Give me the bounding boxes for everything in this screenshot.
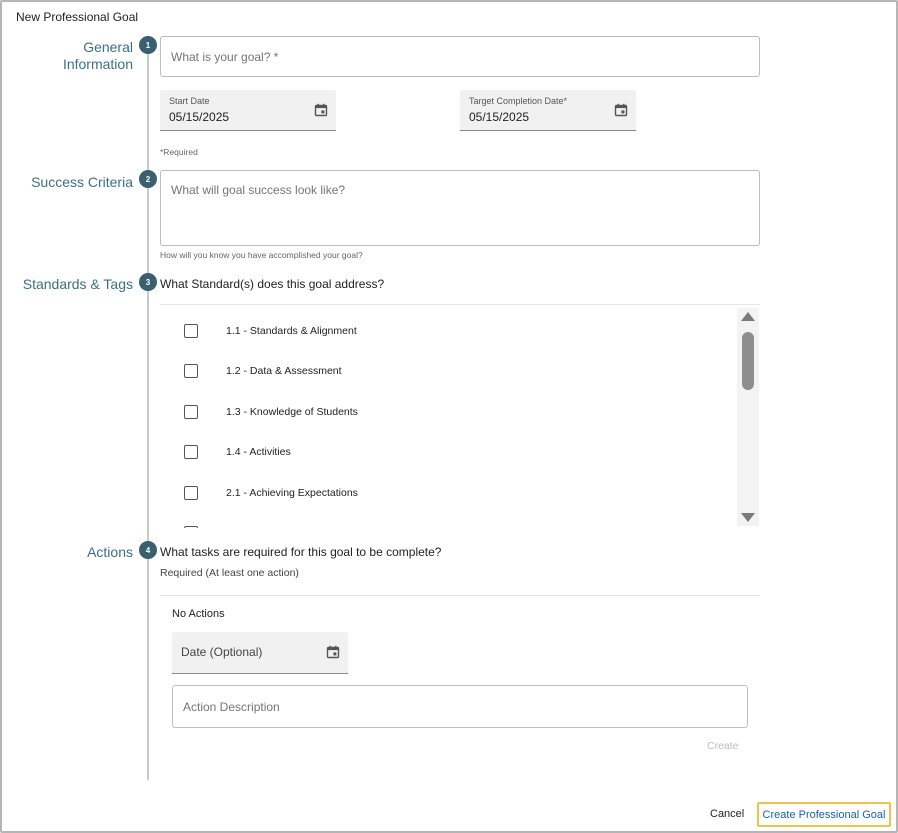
standard-checkbox[interactable] — [184, 324, 198, 338]
standards-question: What Standard(s) does this goal address? — [160, 277, 385, 291]
start-date-value[interactable]: 05/15/2025 — [169, 110, 230, 124]
stepper-rail — [147, 46, 149, 780]
section-label-general-line1: General — [83, 39, 133, 55]
dialog-title: New Professional Goal — [16, 10, 139, 24]
step-badge-4: 4 — [139, 541, 157, 559]
calendar-icon[interactable] — [614, 103, 628, 117]
create-action-button[interactable]: Create — [707, 740, 739, 752]
target-date-label: Target Completion Date* — [469, 96, 568, 106]
step-badge-2: 2 — [139, 170, 157, 188]
cancel-button[interactable]: Cancel — [703, 804, 751, 824]
step-badge-3: 3 — [139, 273, 157, 291]
standard-label: 1.2 - Data & Assessment — [226, 365, 342, 377]
standard-item[interactable] — [160, 483, 720, 503]
standard-label: 1.1 - Standards & Alignment — [226, 325, 357, 337]
arrow-up-icon[interactable] — [741, 312, 755, 321]
section-label-standards: Standards & Tags — [22, 276, 133, 292]
action-date-field[interactable] — [172, 632, 348, 674]
action-date-placeholder: Date (Optional) — [181, 645, 263, 659]
required-note: *Required — [160, 147, 198, 157]
goal-input-field[interactable] — [160, 36, 760, 77]
standard-item[interactable] — [160, 361, 720, 381]
section-label-general — [63, 39, 133, 73]
actions-question: What tasks are required for this goal to be complete? — [160, 545, 442, 559]
actions-divider — [160, 595, 760, 596]
standard-item[interactable] — [160, 402, 720, 422]
success-helper-text: How will you know you have accomplished your goal? — [160, 250, 363, 260]
create-professional-goal-button[interactable]: Create Professional Goal — [757, 802, 891, 827]
standard-label: 1.4 - Activities — [226, 446, 291, 458]
standard-checkbox[interactable] — [184, 445, 198, 459]
action-description-input[interactable] — [183, 700, 747, 714]
standard-checkbox[interactable] — [184, 364, 198, 378]
no-actions-text: No Actions — [172, 608, 225, 620]
scrollbar-thumb[interactable] — [742, 332, 754, 390]
standards-list[interactable] — [160, 305, 760, 528]
calendar-icon[interactable] — [326, 645, 340, 659]
standard-label: 1.3 - Knowledge of Students — [226, 406, 358, 418]
section-label-actions: Actions — [87, 544, 133, 560]
calendar-icon[interactable] — [314, 103, 328, 117]
section-label-general-line2: Information — [62, 56, 133, 72]
standard-item-partial[interactable] — [160, 523, 720, 528]
standard-item[interactable] — [160, 442, 720, 462]
target-date-value[interactable]: 05/15/2025 — [469, 110, 530, 124]
actions-required-note: Required (At least one action) — [160, 567, 299, 579]
standard-item[interactable] — [160, 321, 720, 341]
standard-checkbox[interactable] — [184, 486, 198, 500]
standard-checkbox[interactable] — [184, 405, 198, 419]
start-date-label: Start Date — [169, 96, 210, 106]
standard-checkbox[interactable] — [184, 526, 198, 528]
success-criteria-input[interactable] — [171, 183, 759, 243]
arrow-down-icon[interactable] — [741, 513, 755, 522]
success-criteria-field[interactable] — [160, 170, 760, 246]
target-date-field[interactable] — [460, 90, 636, 131]
step-badge-1: 1 — [139, 36, 157, 54]
standard-label: 2.1 - Achieving Expectations — [226, 487, 358, 499]
section-label-success: Success Criteria — [31, 174, 133, 190]
action-description-field[interactable] — [172, 685, 748, 728]
goal-input[interactable] — [171, 50, 759, 64]
start-date-field[interactable] — [160, 90, 336, 131]
